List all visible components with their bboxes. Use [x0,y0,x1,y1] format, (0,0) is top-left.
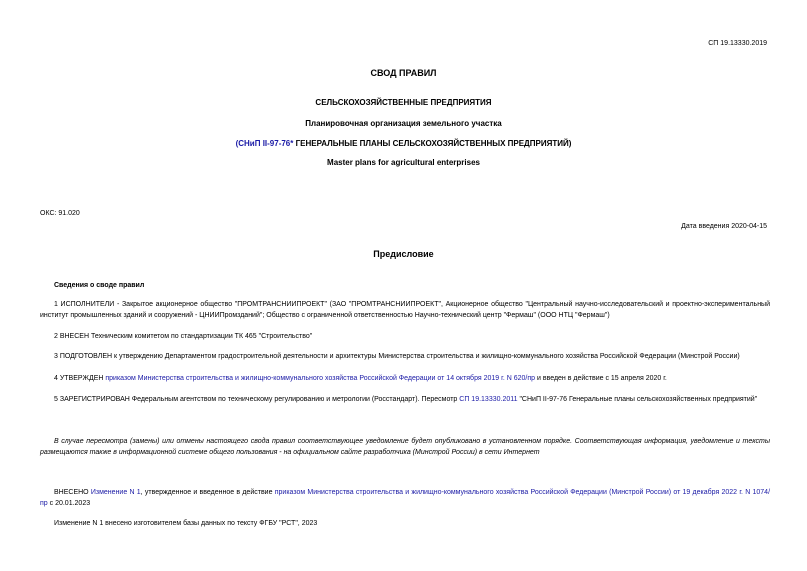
notice: В случае пересмотра (замены) или отмены настоящего свода правил соответствующее уведомление будет опубликовано в установленном порядке. Соответствующая информация, уведомление и тексты размещаются также в информационной системе общего пользования - на официальном сайте разработчика (Минстрой России) в сети Интернет [40,438,770,456]
item-2: 2 ВНЕСЕН Техническим комитетом по стандартизации ТК 465 "Строительство" [54,333,313,340]
item-4-prefix: 4 УТВЕРЖДЕН [54,375,106,382]
english-title: Master plans for agricultural enterprises [327,158,480,167]
amendment-note: Изменение N 1 внесено изготовителем базы данных по тексту ФГБУ "РСТ", 2023 [54,520,318,527]
subtitle: Планировочная организация земельного участка [305,119,502,128]
item-3: 3 ПОДГОТОВЛЕН к утверждению Департаментом градостроительной деятельности и архитектуры Министерства строительства и жилищно-коммунального хозяйства Российской Федерации (Минстрой России) [54,353,740,360]
oks-code: ОКС: 91.020 [40,210,80,217]
order-link[interactable]: приказом Министерства строительства и жилищно-коммунального хозяйства Российской Федерации (Минстрой России) от 19 декабря 2022 г. N 1074/пр [40,489,771,507]
foreword-title: Предисловие [373,249,434,259]
info-title: Сведения о своде правил [54,282,145,289]
amendment-line [40,487,770,509]
item-5 [40,394,770,405]
title-main: СЕЛЬСКОХОЗЯЙСТВЕННЫЕ ПРЕДПРИЯТИЯ [315,98,492,107]
amendment-prefix: ВНЕСЕНО [54,489,91,496]
document-code: СП 19.13330.2019 [708,40,767,47]
intro-date: Дата введения 2020-04-15 [681,223,767,230]
amendment-link[interactable]: Изменение N 1 [90,489,141,496]
amendment-suffix: с 20.01.2023 [47,500,91,507]
item-4-link[interactable]: приказом Министерства строительства и жилищно-коммунального хозяйства Российской Федерации от 14 октября 2019 г. N 620/пр [105,375,536,382]
item-5-suffix: "СНиП II-97-76 Генеральные планы сельскохозяйственных предприятий" [517,396,758,403]
old-code-line [0,139,807,148]
item-5-link[interactable]: СП 19.13330.2011 [459,396,518,403]
item-5-prefix: 5 ЗАРЕГИСТРИРОВАН Федеральным агентством по техническому регулированию и метрологии (Росстандарт). Пересмотр [54,396,460,403]
item-4-suffix: и введен в действие с 15 апреля 2020 г. [535,375,667,382]
old-code-link[interactable]: (СНиП II-97-76* [235,139,294,148]
old-code-text: ГЕНЕРАЛЬНЫЕ ПЛАНЫ СЕЛЬСКОХОЗЯЙСТВЕННЫХ ПРЕДПРИЯТИЙ) [293,139,572,148]
amendment-mid: , утвержденное и введенное в действие [140,489,275,496]
item-4 [54,373,667,384]
item-1: 1 ИСПОЛНИТЕЛИ - Закрытое акционерное общество "ПРОМТРАНСНИИПРОЕКТ" (ЗАО "ПРОМТРАНСНИИПРОЕКТ", Акционерное общество "Центральный научно-исследовательский и проектно-экспериментальный институт промышленных зданий и сооружений - ЦНИИПромзданий"; Общество с ограниченной ответственностью Научно-технический центр "Фермаш" (ООО НТЦ "Фермаш") [40,301,770,319]
heading: СВОД ПРАВИЛ [370,68,437,78]
